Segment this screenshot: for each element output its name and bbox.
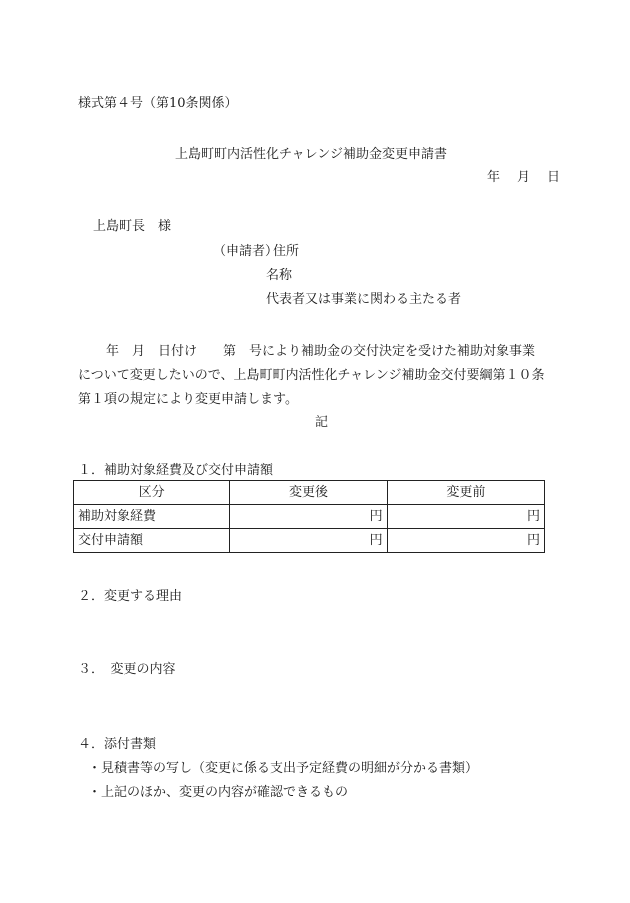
body-line: について変更したいので、上島町町内活性化チャレンジ補助金交付要綱第１０条 — [78, 368, 545, 383]
section3-heading: ３． 変更の内容 — [78, 662, 176, 677]
row-after-amount: 円 — [230, 505, 387, 529]
applicant-representative: 代表者又は事業に関わる主たる者 — [266, 292, 462, 307]
applicant-address: 住所 — [273, 244, 300, 259]
section1-heading: １．補助対象経費及び交付申請額 — [78, 463, 274, 478]
body-line: 年 月 日付け 第 号により補助金の交付決定を受けた補助対象事業 — [106, 344, 536, 359]
attachment-item: ・上記のほか、変更の内容が確認できるもの — [88, 785, 349, 800]
applicant-label: （申請者） — [213, 244, 279, 259]
section4-heading: ４．添付書類 — [78, 737, 157, 752]
header-after: 変更後 — [230, 481, 387, 505]
table-row — [74, 529, 545, 553]
table-header-row — [74, 481, 545, 505]
form-number: 様式第４号（第10条関係） — [78, 96, 238, 111]
header-category: 区分 — [74, 481, 230, 505]
date-line: 年 月 日 — [487, 170, 563, 185]
document-title: 上島町町内活性化チャレンジ補助金変更申請書 — [175, 147, 447, 162]
row-after-amount: 円 — [230, 529, 387, 553]
body-paragraph — [78, 340, 558, 412]
row-label: 交付申請額 — [74, 529, 230, 553]
row-before-amount: 円 — [387, 529, 544, 553]
addressee: 上島町長 様 — [93, 219, 172, 234]
table-row — [74, 505, 545, 529]
section2-heading: ２．変更する理由 — [78, 589, 183, 604]
body-line: 第１項の規定により変更申請します。 — [78, 392, 298, 407]
header-before: 変更前 — [387, 481, 544, 505]
attachment-item: ・見積書等の写し（変更に係る支出予定経費の明細が分かる書類） — [88, 761, 479, 776]
amounts-table — [73, 480, 545, 553]
ki-heading: 記 — [315, 415, 329, 430]
row-label: 補助対象経費 — [74, 505, 230, 529]
applicant-name: 名称 — [266, 268, 293, 283]
row-before-amount: 円 — [387, 505, 544, 529]
